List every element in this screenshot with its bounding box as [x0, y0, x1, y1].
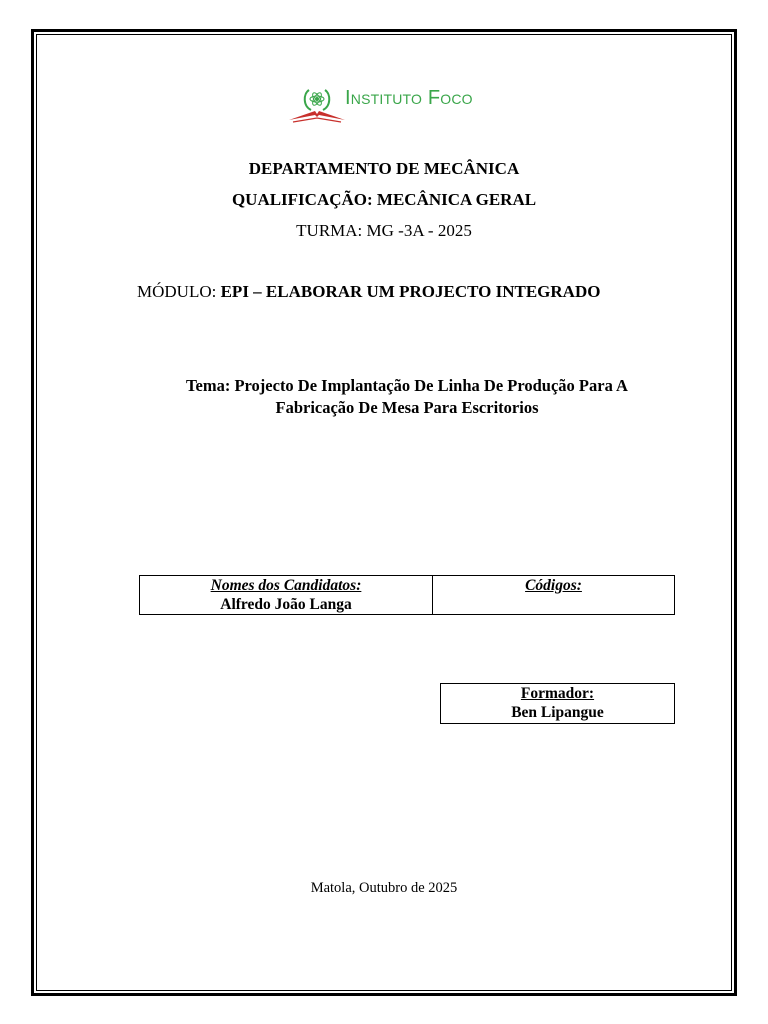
logo-wordmark: Instituto Foco [345, 87, 473, 109]
module-label: MÓDULO: [137, 282, 221, 301]
qualification-title: QUALIFICAÇÃO: MECÂNICA GERAL [231, 190, 537, 209]
open-book-emblem-icon [287, 84, 347, 126]
candidates-table [139, 575, 675, 615]
names-header: Nomes dos Candidatos: [210, 577, 362, 594]
trainer-name: Ben Lipangue [511, 704, 604, 721]
place-date: Matola, Outubro de 2025 [310, 880, 458, 896]
theme-block [140, 375, 674, 419]
institute-logo [287, 84, 497, 126]
candidate-name: Alfredo João Langa [220, 596, 352, 613]
department-title: DEPARTAMENTO DE MECÂNICA [248, 159, 520, 178]
theme-line-1: Tema: Projecto De Implantação De Linha De Produção Para A [186, 376, 628, 395]
class-line: TURMA: MG -3A - 2025 [296, 221, 472, 240]
candidates-codes-cell [433, 576, 675, 615]
trainer-box [440, 683, 675, 724]
candidates-names-cell [140, 576, 433, 615]
theme-line-2: Fabricação De Mesa Para Escritorios [275, 398, 539, 417]
module-line [137, 282, 600, 302]
table-row [140, 576, 675, 615]
module-value: EPI – ELABORAR UM PROJECTO INTEGRADO [220, 282, 601, 301]
codes-header: Códigos: [525, 577, 582, 594]
trainer-header: Formador: [520, 685, 595, 702]
